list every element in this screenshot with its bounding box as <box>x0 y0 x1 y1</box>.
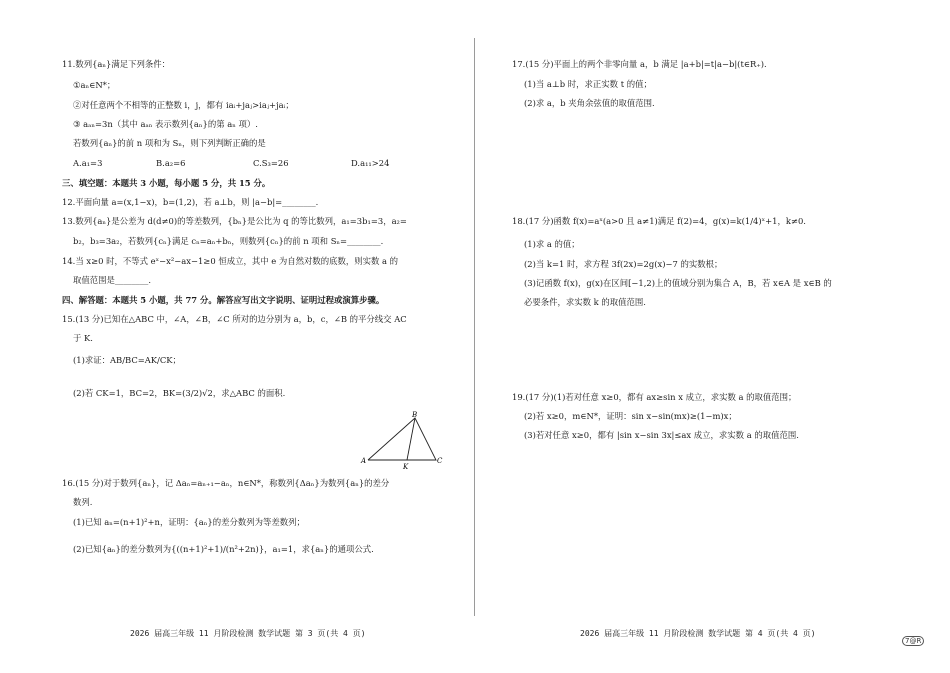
q11-condition-2: ②对任意两个不相等的正整数 i，j，都有 iaᵢ+jaⱼ>iaⱼ+jaᵢ； <box>73 100 294 110</box>
footer-right: 2026 届高三年级 11 月阶段检测 数学试题 第 4 页(共 4 页) <box>580 629 816 638</box>
q18-stem: 18.(17 分)函数 f(x)=aˣ(a>0 且 a≠1)满足 f(2)=4，g(x)=k(1/4)ˣ+1，k≠0. <box>512 216 806 226</box>
q11-stem: 11.数列{aₙ}满足下列条件： <box>62 59 170 69</box>
corner-stamp: 7@R <box>902 636 924 646</box>
section3-heading: 三、填空题：本题共 3 小题，每小题 5 分，共 15 分。 <box>62 178 271 188</box>
footer-left: 2026 届高三年级 11 月阶段检测 数学试题 第 3 页(共 4 页) <box>130 629 366 638</box>
q15-line2: 于 K. <box>73 333 93 343</box>
q17-part2: (2)求 a，b 夹角余弦值的取值范围. <box>524 98 655 108</box>
figure-label-a: A <box>361 457 367 465</box>
triangle-figure <box>360 410 446 472</box>
q11-option-c: C.S₃=26 <box>253 158 289 168</box>
q11-option-a: A.a₁=3 <box>73 158 103 168</box>
q19-part1: 19.(17 分)(1)若对任意 x≥0，都有 ax≥sin x 成立，求实数 a 的取值范围； <box>512 392 797 402</box>
section4-heading: 四、解答题：本题共 5 小题，共 77 分。解答应写出文字说明、证明过程或演算步骤。 <box>62 295 385 305</box>
q13-line1: 13.数列{aₙ}是公差为 d(d≠0)的等差数列，{bₙ}是公比为 q 的等比数列，a₁=3b₁=3，a₂= <box>62 216 407 226</box>
q16-part2: (2)已知{aₙ}的差分数列为{((n+1)²+1)/(n²+2n)}，a₁=1，求{aₙ}的通项公式. <box>73 544 374 554</box>
q19-part2: (2)若 x≥0，m∈N*，证明：sin x−sin(mx)≥(1−m)x； <box>524 411 737 421</box>
q11-option-b: B.a₂=6 <box>156 158 186 168</box>
q16-line2: 数列. <box>73 497 93 507</box>
q14-line2: 取值范围是________. <box>73 275 152 285</box>
q13-line2: b₂，b₃=3a₂，若数列{cₙ}满足 cₙ=aₙ+bₙ，则数列{cₙ}的前 n 项和 Sₙ=________. <box>73 236 384 246</box>
q18-part1: (1)求 a 的值； <box>524 239 580 249</box>
q18-part2: (2)当 k=1 时，求方程 3f(2x)=2g(x)−7 的实数根； <box>524 259 723 269</box>
q17-stem: 17.(15 分)平面上的两个非零向量 a，b 满足 |a+b|=t|a−b|(t∈R₊). <box>512 59 767 69</box>
q18-part3-line2: 必要条件，求实数 k 的取值范围. <box>524 297 646 307</box>
q18-part3-line1: (3)记函数 f(x)，g(x)在区间[−1,2)上的值域分别为集合 A，B，若 x∈A 是 x∈B 的 <box>524 278 832 288</box>
figure-label-k: K <box>403 463 409 471</box>
q12: 12.平面向量 a=(x,1−x)，b=(1,2)，若 a⊥b，则 |a−b|=________. <box>62 197 319 207</box>
q15-line1: 15.(13 分)已知在△ABC 中，∠A，∠B，∠C 所对的边分别为 a，b，c，∠B 的平分线交 AC <box>62 314 407 324</box>
q11-question: 若数列{aₙ}的前 n 项和为 Sₙ，则下列判断正确的是 <box>73 138 266 148</box>
q11-condition-3: ③ aₐₙ=3n（其中 aₐₙ 表示数列{aₙ}的第 aₙ 项）. <box>73 119 258 129</box>
q15-part1: (1)求证：AB/BC=AK/CK； <box>73 355 181 365</box>
q15-part2: (2)若 CK=1，BC=2，BK=(3/2)√2，求△ABC 的面积. <box>73 388 286 398</box>
q16-line1: 16.(15 分)对于数列{aₙ}，记 Δaₙ=aₙ₊₁−aₙ，n∈N*，称数列{Δaₙ}为数列{aₙ}的差分 <box>62 478 390 488</box>
figure-label-c: C <box>437 457 443 465</box>
q16-part1: (1)已知 aₙ=(n+1)²+n，证明：{aₙ}的差分数列为等差数列； <box>73 517 305 527</box>
q19-part3: (3)若对任意 x≥0，都有 |sin x−sin 3x|≤ax 成立，求实数 a 的取值范围. <box>524 430 799 440</box>
page-divider <box>474 38 475 616</box>
q17-part1: (1)当 a⊥b 时，求正实数 t 的值； <box>524 79 652 89</box>
q11-condition-1: ①aₙ∈N*； <box>73 80 116 90</box>
figure-label-b: B <box>412 411 418 419</box>
q14-line1: 14.当 x≥0 时，不等式 eˣ−x²−ax−1≥0 恒成立，其中 e 为自然对数的底数，则实数 a 的 <box>62 256 399 266</box>
q11-option-d: D.a₁₁>24 <box>351 158 390 168</box>
